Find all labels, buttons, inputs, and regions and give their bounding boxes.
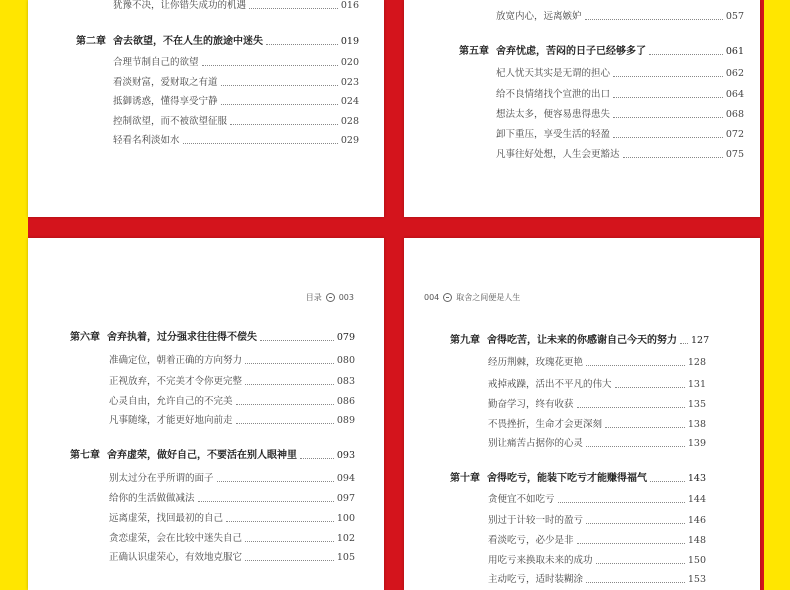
toc-row: 心灵自由，允许自己的不完美 086 (109, 396, 355, 407)
page-bottom-left (28, 238, 384, 590)
toc-row: 正视放弃，不完美才令你更完整 083 (109, 376, 355, 387)
toc-chapter-row: 第二章 舍去欲望，不在人生的旅途中迷失 019 (76, 36, 359, 47)
toc-row: 想法太多，便容易患得患失 068 (496, 109, 744, 120)
toc-row: 轻看名利淡如水 029 (113, 135, 359, 146)
toc-row: 杞人忧天其实是无谓的担心 062 (496, 68, 744, 79)
toc-row: 主动吃亏，适时装糊涂 153 (488, 574, 706, 585)
header-page-number: 003 (338, 293, 354, 302)
toc-row: 远离虚荣，找回最初的自己 100 (109, 513, 355, 524)
toc-row: 控制欲望，而不被欲望征服 028 (113, 116, 359, 127)
toc-row: 给不良情绪找个宣泄的出口 064 (496, 89, 744, 100)
page-header (424, 292, 520, 303)
circle-icon (443, 293, 452, 302)
toc-row: 戒掉戒躁，活出不平凡的伟大 131 (488, 379, 706, 390)
toc-chapter-row: 第六章 舍弃执着，过分强求往往得不偿失 079 (70, 332, 355, 343)
toc-row: 贪便宜不如吃亏 144 (488, 494, 706, 505)
page-bottom-right (404, 238, 760, 590)
toc-row: 卸下重压，享受生活的轻盈 072 (496, 129, 744, 140)
toc-row: 放宽内心，远离嫉妒 057 (496, 11, 744, 22)
header-label: 取舍之间便是人生 (456, 293, 521, 302)
toc-row: 准确定位，朝着正确的方向努力 080 (109, 355, 355, 366)
toc-row: 凡事往好处想，人生会更豁达 075 (496, 149, 744, 160)
toc-row: 别让痛苦占据你的心灵 139 (488, 438, 706, 449)
toc-row: 看淡吃亏，必少是非 148 (488, 535, 706, 546)
toc-row: 经历荆棘，玫瑰花更艳 128 (488, 357, 706, 368)
toc-row: 抵御诱惑，懂得享受宁静 024 (113, 96, 359, 107)
toc-row: 别太过分在乎所谓的面子 094 (109, 473, 355, 484)
header-page-number: 004 (424, 293, 440, 302)
toc-row: 勤奋学习，终有收获 135 (488, 399, 706, 410)
toc-chapter-row: 第五章 舍弃忧虑，苦闷的日子已经够多了 061 (459, 46, 744, 57)
toc-row: 合理节制自己的欲望 020 (113, 57, 359, 68)
toc-row: 给你的生活做做减法 097 (109, 493, 355, 504)
toc-row: 正确认识虚荣心，有效地克服它 105 (109, 552, 355, 563)
page-header (306, 292, 354, 303)
page-top-left (28, 0, 384, 217)
toc-chapter-row: 第七章 舍弃虚荣，做好自己，不要活在别人眼神里 093 (70, 450, 355, 461)
toc-row: 别过于计较一时的盈亏 146 (488, 515, 706, 526)
toc-row: 用吃亏来换取未来的成功 150 (488, 555, 706, 566)
page-top-right (404, 0, 760, 217)
toc-row: 不畏挫折，生命才会更深刻 138 (488, 419, 706, 430)
header-label: 目录 (305, 293, 322, 302)
toc-chapter-row: 第九章 舍得吃苦，让未来的你感谢自己今天的努力 127 (450, 335, 710, 346)
toc-row: 看淡财富，爱财取之有道 023 (113, 77, 359, 88)
toc-row: 贪恋虚荣，会在比较中迷失自己 102 (109, 533, 355, 544)
circle-icon (326, 293, 335, 302)
toc-row: 犹豫不决，让你错失成功的机遇 016 (113, 0, 359, 11)
toc-chapter-row: 第十章 舍得吃亏，能装下吃亏才能赚得福气 143 (450, 473, 706, 484)
toc-row: 凡事随缘，才能更好地向前走 089 (109, 415, 355, 426)
